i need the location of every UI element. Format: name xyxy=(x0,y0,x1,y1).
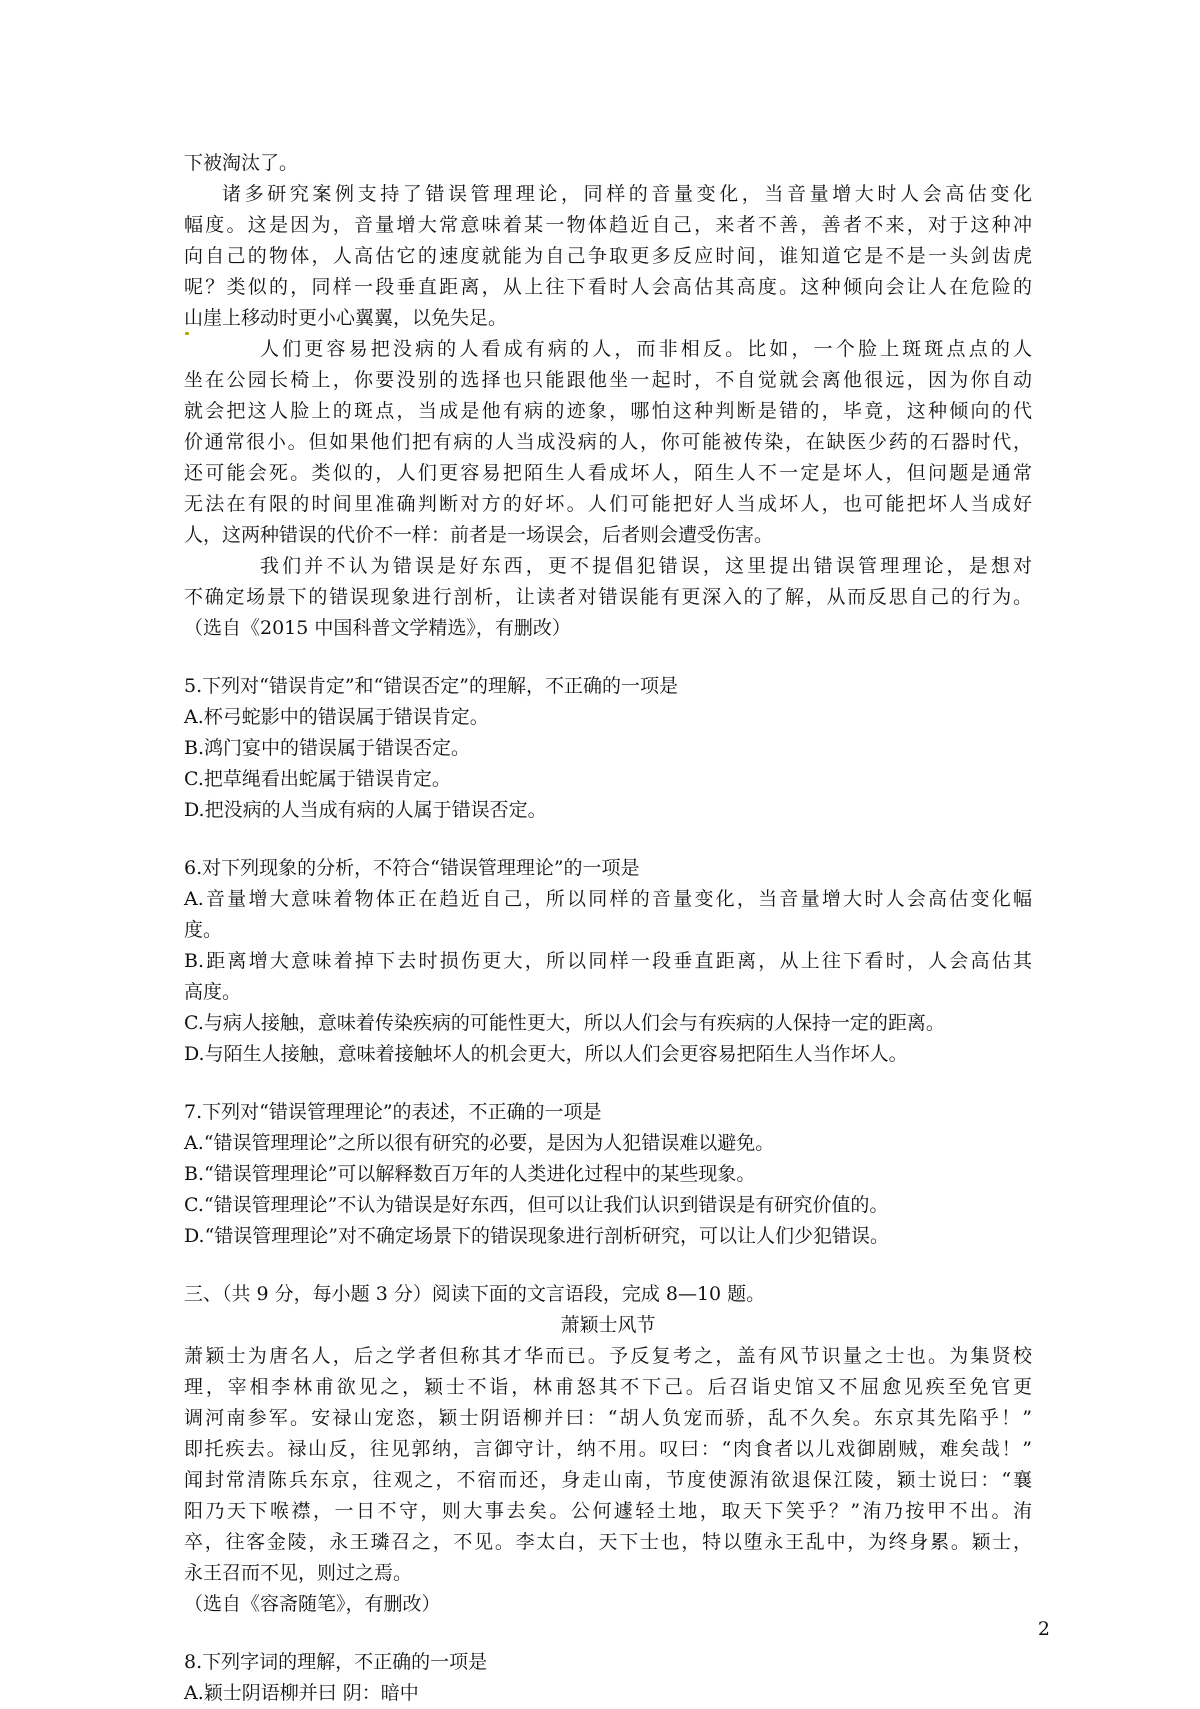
classical-text-title: 萧颖士风节 xyxy=(560,1314,656,1336)
question-6 xyxy=(184,853,1032,1070)
question-stem: 5.下列对“错误肯定”和“错误否定”的理解，不正确的一项是 xyxy=(184,675,678,697)
option-c: C.与病人接触，意味着传染疾病的可能性更大，所以人们会与有疾病的人保持一定的距离。 xyxy=(184,1012,945,1034)
paragraph-error-management-cases: 诸多研究案例支持了错误管理理论，同样的音量变化，当音量增大时人会高估变化 幅度。这是因为，音量增大常意味着某一物体趋近自己，来者不善，善者不来，对于这种冲 向自己的物体，人高估它的速度就能为自己争取更多反应时间，谁知道它是不是一头剑齿虎 呢？类似的，同样一段垂直距离，从上往下看时人会高估其高度。这种倾向会让人在危险的 山崖上移动时更小心翼翼，以免失足。 xyxy=(184,183,1032,329)
page-number: 2 xyxy=(1037,1618,1050,1640)
option-c: C.“错误管理理论”不认为错误是好东西，但可以让我们认识到错误是有研究价值的。 xyxy=(184,1194,889,1216)
paragraph-disease-stranger: 人们更容易把没病的人看成有病的人，而非相反。比如，一个脸上斑斑点点的人 坐在公园长椅上，你要没别的选择也只能跟他坐一起时，不自觉就会离他很远，因为你自动 就会把这人脸上的斑点，当成是他有病的迹象，哪怕这种判断是错的，毕竟，这种倾向的代 价通常很小。但如果他们把有病的人当成没病的人，你可能被传染，在缺医少药的石器时代， 还可能会死。类似的，人们更容易把陌生人看成坏人，陌生人不一定是坏人，但问题是通常 无法在有限的时间里准确判断对方的好坏。人们可能把好人当成坏人，也可能把坏人当成好 人，这两种错误的代价不一样：前者是一场误会，后者则会遭受伤害。 xyxy=(184,338,1032,546)
option-b: B.鸿门宴中的错误属于错误否定。 xyxy=(184,737,471,759)
option-d: D.把没病的人当成有病的人属于错误否定。 xyxy=(184,799,547,821)
option-a: A.颖士阴语柳并曰 阴：暗中 xyxy=(184,1682,419,1704)
section-heading: 三、（共 9 分，每小题 3 分）阅读下面的文言语段，完成 8—10 题。 xyxy=(184,1283,766,1305)
classical-text-line: 永王召而不见，则过之焉。 xyxy=(184,1562,413,1584)
option-d: D.“错误管理理论”对不确定场景下的错误现象进行剖析研究，可以让人们少犯错误。 xyxy=(184,1225,890,1247)
classical-text-line: 调河南参军。安禄山宠恣，颖士阴语柳并曰：“胡人负宠而骄，乱不久矣。东京其先陷乎！” xyxy=(184,1407,1032,1429)
classical-text-line: 阳乃天下喉襟，一日不守，则大事去矣。公何遽轻土地，取天下笑乎？”洧乃按甲不出。洧 xyxy=(184,1500,1032,1522)
classical-text-line: 即托疾去。禄山反，往见郭纳，言御守计，纳不用。叹曰：“肉食者以儿戏御剧贼，难矣哉！” xyxy=(184,1438,1032,1460)
classical-text-line: 萧颖士为唐名人，后之学者但称其才华而已。予反复考之，盖有风节识量之士也。为集贤校 xyxy=(184,1345,1032,1367)
option-b-cont: 高度。 xyxy=(184,981,242,1003)
question-stem: 6.对下列现象的分析，不符合“错误管理理论”的一项是 xyxy=(184,857,640,879)
classical-text-source: （选自《容斋随笔》，有删改） xyxy=(184,1593,441,1615)
passage-body xyxy=(184,148,1032,1709)
option-b: B.“错误管理理论”可以解释数百万年的人类进化过程中的某些现象。 xyxy=(184,1163,756,1185)
classical-text-line: 闻封常清陈兵东京，往观之，不宿而还，身走山南，节度使源洧欲退保江陵，颖士说曰：“襄 xyxy=(184,1469,1032,1491)
classical-text-line: 卒，往客金陵，永王璘召之，不见。李太白，天下士也，特以堕永王乱中，为终身累。颖士， xyxy=(184,1531,1032,1553)
option-a: A.音量增大意味着物体正在趋近自己，所以同样的音量变化，当音量增大时人会高估变化幅 xyxy=(184,888,1032,910)
option-a-cont: 度。 xyxy=(184,919,223,941)
option-a: A.杯弓蛇影中的错误属于错误肯定。 xyxy=(184,706,489,728)
option-a: A.“错误管理理论”之所以很有研究的必要，是因为人犯错误难以避免。 xyxy=(184,1132,775,1154)
paragraph-conclusion: 我们并不认为错误是好东西，更不提倡犯错误，这里提出错误管理理论，是想对 不确定场景下的错误现象进行剖析，让读者对错误能有更深入的了解，从而反思自己的行为。 xyxy=(184,555,1032,608)
passage-line: 下被淘汰了。 xyxy=(184,152,299,174)
passage-source: （选自《2015 中国科普文学精选》，有删改） xyxy=(184,617,571,639)
question-5 xyxy=(184,671,1032,826)
question-stem: 7.下列对“错误管理理论”的表述，不正确的一项是 xyxy=(184,1101,602,1123)
classical-text-line: 理，宰相李林甫欲见之，颖士不诣，林甫怒其不下己。后召诣史馆又不屈愈见疾至免官更 xyxy=(184,1376,1032,1398)
margin-mark xyxy=(185,332,189,335)
question-7 xyxy=(184,1097,1032,1252)
section-3 xyxy=(184,1279,1032,1620)
option-b: B.距离增大意味着掉下去时损伤更大，所以同样一段垂直距离，从上往下看时，人会高估其 xyxy=(184,950,1032,972)
option-d: D.与陌生人接触，意味着接触坏人的机会更大，所以人们会更容易把陌生人当作坏人。 xyxy=(184,1043,908,1065)
option-c: C.把草绳看出蛇属于错误肯定。 xyxy=(184,768,451,790)
question-stem: 8.下列字词的理解，不正确的一项是 xyxy=(184,1651,488,1673)
question-8 xyxy=(184,1647,1032,1709)
